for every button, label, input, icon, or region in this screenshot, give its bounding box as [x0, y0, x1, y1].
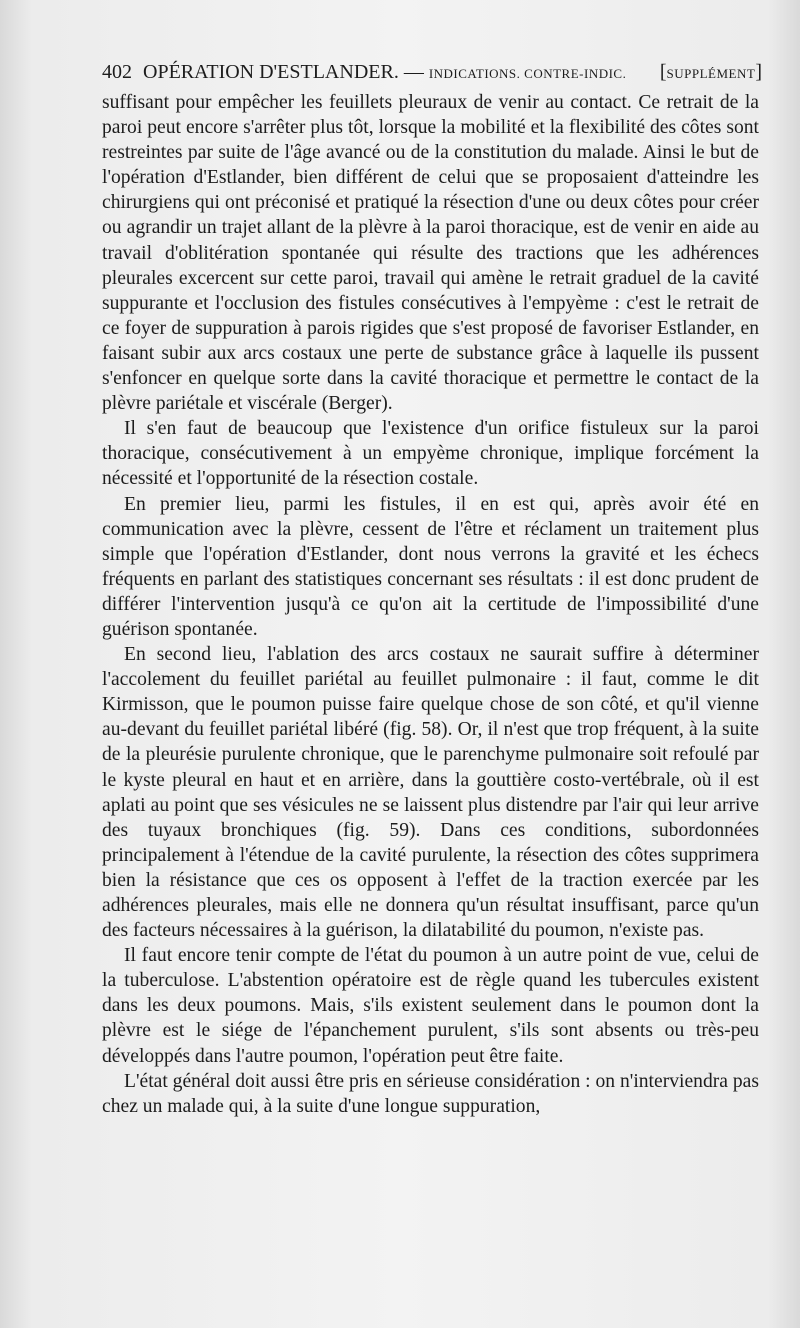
- paragraph: En second lieu, l'ablation des arcs costaux ne saurait suffire à déterminer l'accolement du feuillet pariétal au feuillet pulmonaire : il faut, comme le dit Kirmisson, que le poumon puisse faire quelque chose de son côté, et qu'il vienne au-devant du feuillet pariétal libéré (fig. 58). Or, il n'est que trop fréquent, à la suite de la pleurésie purulente chronique, que le parenchyme pulmonaire soit refoulé par le kyste pleural en haut et en arrière, dans la gouttière costo-vertébrale, où il est aplati au point que ses vésicules ne se laissent plus distendre par l'air qui leur arrive des tuyaux bronchiques (fig. 59). Dans ces conditions, subordonnées principalement à l'étendue de la cavité purulente, la résection des côtes supprimera bien la résistance que ces os opposent à l'effet de la traction exercée par les adhérences pleurales, mais elle ne donnera qu'un résultat insuffisant, parce qu'un des facteurs nécessaires à la guérison, la dilatabilité du poumon, n'existe pas.: [102, 644, 759, 942]
- running-header: [102, 58, 762, 86]
- page-body: [102, 90, 759, 1119]
- header-dash: —: [403, 61, 424, 83]
- paragraph: L'état général doit aussi être pris en sérieuse considération : on n'interviendra pas chez un malade qui, à la suite d'une longue suppuration,: [102, 1070, 759, 1117]
- header-title: OPÉRATION D'ESTLANDER.: [143, 61, 399, 83]
- header-section: [SUPPLÉMENT]: [659, 61, 762, 83]
- paragraph: suffisant pour empêcher les feuillets pleuraux de venir au contact. Ce retrait de la paroi peut encore s'arrêter plus tôt, lorsque la mobilité et la flexibilité des côtes sont restreintes par suite de l'âge avancé ou de la constitution du malade. Ainsi le but de l'opération d'Estlander, bien différent de celui que se proposaient d'atteindre les chirurgiens qui ont préconisé et pratiqué la résection d'une ou deux côtes pour créer ou agrandir un trajet allant de la plèvre à la paroi thoracique, est de venir en aide au travail d'oblitération spontanée qui résulte des tractions que les adhérences pleurales excercent sur cette paroi, travail qui amène le retrait graduel de la cavité suppurante et l'occlusion des fistules consécutives à l'empyème : c'est le retrait de ce foyer de suppuration à parois rigides que s'est proposé de favoriser Estlander, en faisant subir aux arcs costaux une perte de substance grâce à laquelle ils pussent s'enfoncer en quelque sorte dans la cavité thoracique et permettre le contact de la plèvre pariétale et viscérale (Berger).: [102, 92, 759, 415]
- header-section-label: SUPPLÉMENT: [666, 66, 756, 81]
- header-subtitle: INDICATIONS. CONTRE-INDIC.: [428, 66, 627, 81]
- paragraph: Il s'en faut de beaucoup que l'existence d'un orifice fistuleux sur la paroi thoracique, consécutivement à un empyème chronique, implique forcément la nécessité et l'opportunité de la résection costale.: [102, 418, 759, 490]
- paragraph: En premier lieu, parmi les fistules, il en est qui, après avoir été en communication avec la plèvre, cessent de l'être et réclament un traitement plus simple que l'opération d'Estlander, dont nous verrons la gravité et les échecs fréquents en parlant des statistiques concernant ses résultats : il est donc prudent de différer l'intervention jusqu'à ce qu'on ait la certitude de l'impossibilité d'une guérison spontanée.: [102, 493, 759, 640]
- paragraph: Il faut encore tenir compte de l'état du poumon à un autre point de vue, celui de la tuberculose. L'abstention opératoire est de règle quand les tubercules existent dans les deux poumons. Mais, s'ils existent seulement dans le poumon dont la plèvre est le siége de l'épanchement purulent, s'ils sont absents ou très-peu développés dans l'autre poumon, l'opération peut être faite.: [102, 945, 759, 1067]
- page-number: 402: [102, 61, 132, 83]
